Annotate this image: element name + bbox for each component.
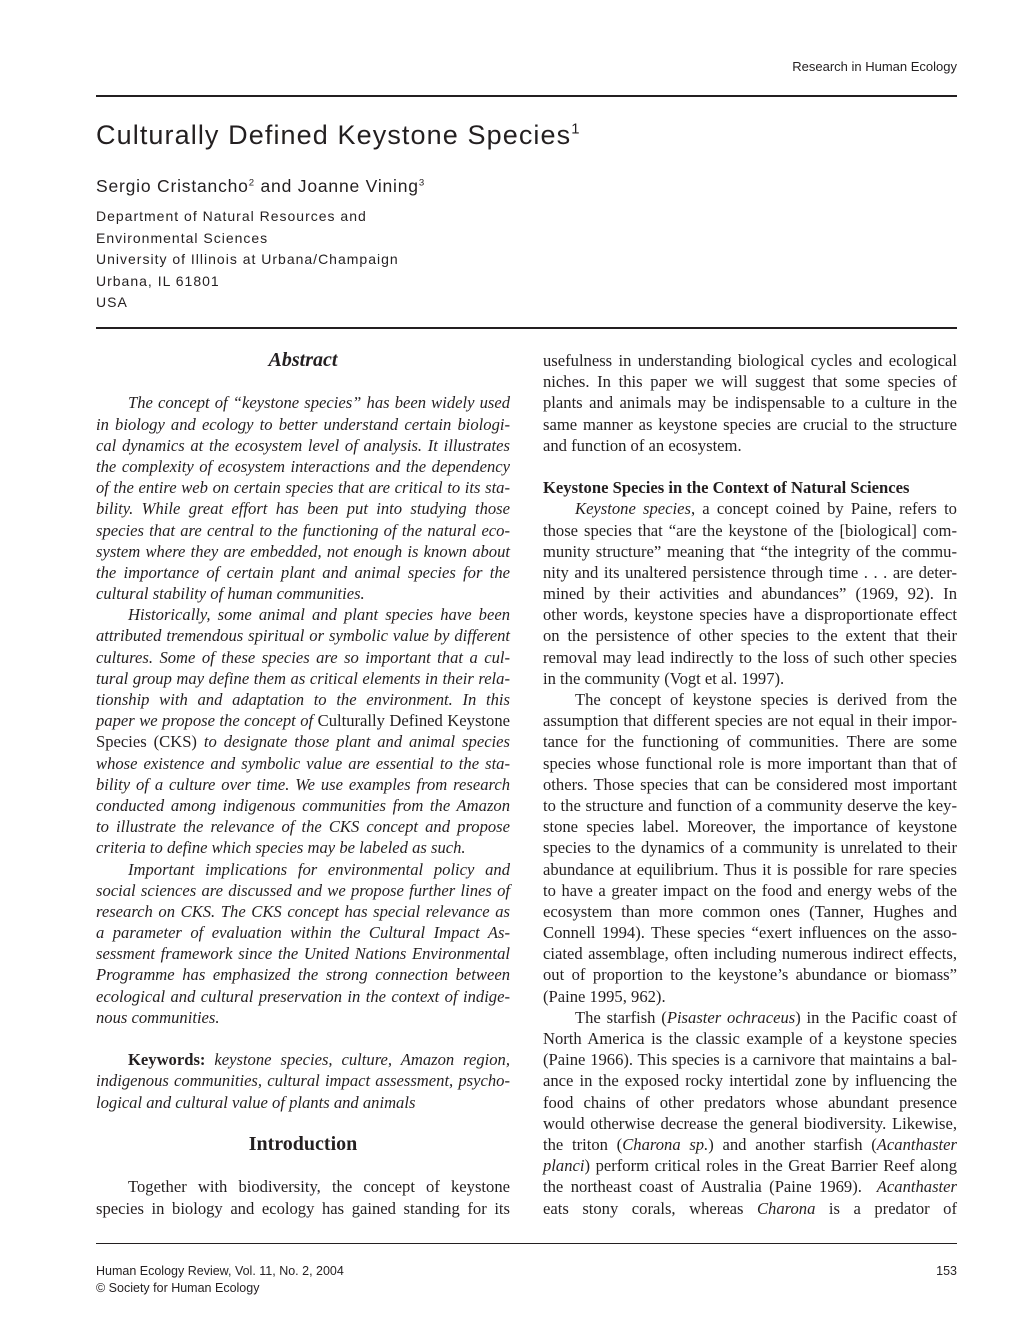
paragraph	[543, 350, 957, 456]
affiliation-line: Environmental Sciences	[96, 229, 269, 246]
affiliation	[96, 206, 399, 314]
text-line: species that are central to the functioning of the natural eco-	[96, 520, 510, 540]
text-segment: Species (CKS)	[96, 732, 197, 752]
text-line: nity and its unaltered persistence through time . . . are deter-	[543, 562, 957, 582]
text-line: conducted among indigenous communities from the Amazon	[96, 795, 510, 815]
text-segment: ) perform critical roles in the Great Barrier Reef along	[584, 1156, 957, 1176]
journal-citation: Human Ecology Review, Vol. 11, No. 2, 2004	[96, 1264, 344, 1278]
footer-rule	[96, 1243, 957, 1244]
text-segment: Culturally Defined Keystone	[317, 711, 510, 731]
text-line: bility. While great effort has been put into studying those	[96, 499, 510, 519]
text-segment: eats stony corals, whereas	[543, 1198, 757, 1218]
text-line: attributed tremendous spiritual or symbolic value by different	[96, 626, 510, 646]
text-line: North America is the classic example of a keystone species	[543, 1029, 957, 1048]
paragraph	[543, 1007, 957, 1219]
text-line: removal may lead indirectly to the loss of such other species	[543, 647, 957, 667]
text-line: the importance of certain plant and animal species for the	[96, 562, 510, 582]
text-line	[543, 1134, 957, 1155]
text-line: same manner as keystone species are crucial to the structure	[543, 414, 957, 434]
text-line: on the persistence of other species to the extent that their	[543, 626, 957, 646]
text-segment: paper we propose the concept of	[96, 711, 318, 731]
text-line	[96, 1049, 510, 1070]
text-line: food chains of other predators whose abundant presence	[543, 1092, 957, 1112]
paragraph	[96, 1049, 510, 1113]
text-line	[543, 1155, 957, 1176]
text-line: criteria to define which species may be labeled as such.	[96, 838, 466, 858]
subsection-heading: Keystone Species in the Context of Natural Sciences	[543, 478, 910, 498]
affiliation-line: Urbana, IL 61801	[96, 272, 220, 289]
text-line: cultural stability of human communities.	[96, 584, 365, 604]
affiliation-line: Department of Natural Resources and	[96, 208, 367, 224]
author-2: Joanne Vining	[297, 176, 419, 196]
text-segment: to designate those plant and animal species	[196, 732, 510, 752]
author-and: and	[254, 176, 298, 196]
text-line: bility of a culture over time. We use examples from research	[96, 774, 510, 794]
text-line: usefulness in understanding biological cycles and ecological	[543, 351, 957, 370]
footer	[96, 1263, 957, 1297]
text-line: and function of an ecosystem.	[543, 435, 742, 455]
paragraph	[543, 689, 957, 1007]
text-line: assumption that different species are not equal in their impor-	[543, 711, 957, 731]
blank-line	[96, 1028, 510, 1049]
text-line: munity structure” meaning that “the integrity of the commu-	[543, 541, 957, 561]
copyright: © Society for Human Ecology	[96, 1281, 260, 1295]
text-line: abundance at equilibrium. Thus it is possible for rare species	[543, 859, 957, 879]
blank-line	[96, 1155, 510, 1176]
text-line: mined by their activities and abundances” (1969, 92). In	[543, 584, 957, 604]
text-line: ciated assemblage, often including numerous indirect effects,	[543, 944, 957, 964]
text-line: to the structure and function of a community deserve the key-	[543, 795, 957, 815]
text-segment: planci	[543, 1156, 585, 1176]
text-line: other words, keystone species have a disproportionate effect	[543, 605, 957, 625]
text-line: The concept of “keystone species” has been widely used	[128, 393, 510, 413]
author-1-note: 2	[248, 177, 255, 189]
text-segment: is a predator of	[815, 1198, 957, 1218]
text-line: niches. In this paper we will suggest that some species of	[543, 372, 957, 392]
text-line	[96, 731, 510, 752]
paragraph	[96, 392, 510, 604]
text-line	[96, 710, 510, 731]
text-line: cal dynamics at the ecosystem level of analysis. It illustrates	[96, 435, 510, 455]
paragraph	[96, 859, 510, 1029]
paragraph	[543, 498, 957, 689]
text-line: stone species label. Moreover, the importance of keystone	[543, 817, 957, 837]
text-line	[543, 1007, 957, 1028]
text-line: social sciences are discussed and we propose further lines of	[96, 880, 510, 900]
text-line: Important implications for environmental policy and	[128, 859, 510, 879]
affiliation-line: USA	[96, 294, 128, 311]
title-footnote-mark: 1	[571, 121, 581, 138]
text-line: out of proportion to the keystone’s abundance or biomass”	[543, 965, 957, 985]
authors	[96, 176, 425, 197]
text-line: species whose functional role is more important than that of	[543, 753, 957, 773]
blank-line	[96, 371, 510, 392]
section-heading: Introduction	[248, 1132, 358, 1155]
text-segment: Acanthaster	[876, 1177, 957, 1197]
text-line: (Paine 1966). This species is a carnivore that maintains a bal-	[543, 1050, 957, 1070]
text-line: species in biology and ecology has gained standing for its	[96, 1198, 510, 1218]
author-1: Sergio Cristancho	[96, 176, 249, 196]
running-head: Research in Human Ecology	[792, 59, 957, 74]
text-line: of the entire web on certain species that are critical to its sta-	[96, 478, 510, 498]
text-line: the complexity of ecosystem interactions and the dependency	[96, 456, 510, 476]
text-line: logical and cultural value of plants and animals	[96, 1092, 416, 1112]
page-number: 153	[936, 1264, 957, 1278]
text-line: tance for the functioning of communities. There are some	[543, 732, 957, 752]
title-text: Culturally Defined Keystone Species	[96, 120, 572, 150]
text-line: Historically, some animal and plant species have been	[128, 605, 510, 625]
text-line: Programme has emphasized the strong connection between	[96, 965, 510, 985]
text-line: indigenous communities, cultural impact assessment, psycho-	[96, 1071, 510, 1091]
text-line: to illustrate the relevance of the CKS concept and propose	[96, 817, 510, 837]
text-line	[543, 1176, 957, 1197]
text-line: others. Those species that can be considered most important	[543, 774, 957, 794]
text-line: a parameter of evaluation within the Cultural Impact As-	[96, 923, 510, 943]
text-segment: The starfish (	[575, 1007, 667, 1027]
section-rule	[96, 327, 957, 329]
paragraph	[96, 604, 510, 858]
blank-line	[543, 456, 957, 477]
text-segment: Charona	[756, 1198, 816, 1218]
text-line: those species that “are the keystone of the [biological] com-	[543, 520, 957, 540]
text-segment: , a concept coined by Paine, refers to	[690, 499, 957, 519]
text-line: ecosystem than more common ones (Tanner, Hughes and	[543, 901, 957, 921]
author-2-note: 3	[418, 177, 425, 189]
text-line	[543, 498, 957, 519]
text-line: (Paine 1995, 962).	[543, 986, 666, 1006]
text-line: to have a greater impact on the food and energy webs of the	[543, 880, 957, 900]
header-rule	[96, 95, 957, 97]
text-segment: Charona sp.	[622, 1134, 709, 1154]
text-line: would otherwise decrease the general biodiversity. Likewise,	[543, 1113, 957, 1133]
article-title	[96, 120, 581, 151]
text-segment: Acanthaster	[876, 1134, 957, 1154]
text-line: nous communities.	[96, 1007, 220, 1027]
text-line: whose existence and symbolic value are essential to the sta-	[96, 753, 510, 773]
text-line: tionship with and adaptation to the environment. In this	[96, 690, 510, 709]
section-heading: Abstract	[268, 349, 338, 371]
text-line: tural group may define them as critical elements in their rela-	[96, 668, 510, 688]
affiliation-line: University of Illinois at Urbana/Champaign	[96, 251, 399, 268]
text-line: species to the dynamics of a community is unrelated to their	[543, 838, 957, 858]
text-segment: Keystone species	[575, 499, 691, 519]
text-segment: the northeast coast of Australia (Paine 1969).	[543, 1177, 877, 1197]
left-column	[96, 350, 510, 1219]
text-segment: ) and another starfish (	[708, 1134, 877, 1154]
text-segment: Keywords:	[128, 1050, 206, 1070]
text-line: plants and animals may be indispensable to a culture in the	[543, 393, 957, 413]
text-line: research on CKS. The CKS concept has special relevance as	[96, 901, 510, 921]
blank-line	[96, 1113, 510, 1134]
text-line: The concept of keystone species is derived from the	[575, 690, 957, 709]
text-line: Together with biodiversity, the concept of keystone	[128, 1177, 510, 1197]
text-line: sessment framework since the United Nations Environmental	[96, 944, 510, 964]
text-line: in biology and ecology to better understand certain biologi-	[96, 414, 510, 434]
text-line: ecological and cultural preservation in the context of indige-	[96, 986, 510, 1006]
text-line: system where they are embedded, not enough is known about	[96, 541, 510, 561]
text-line: cultures. Some of these species are so important that a cul-	[96, 647, 510, 667]
text-segment: Pisaster ochraceus	[666, 1007, 796, 1027]
text-line	[543, 1198, 957, 1219]
text-line: in the community (Vogt et al. 1997).	[543, 668, 785, 688]
text-line: Connell 1994). These species “exert influences on the asso-	[543, 923, 957, 943]
text-segment: keystone species, culture, Amazon region,	[205, 1050, 510, 1070]
text-line: ance in the exposed rocky intertidal zone by influencing the	[543, 1071, 957, 1091]
right-column	[543, 350, 957, 1219]
paragraph	[96, 1176, 510, 1218]
text-segment: ) in the Pacific coast of	[795, 1007, 957, 1027]
text-segment: the triton (	[543, 1134, 623, 1154]
